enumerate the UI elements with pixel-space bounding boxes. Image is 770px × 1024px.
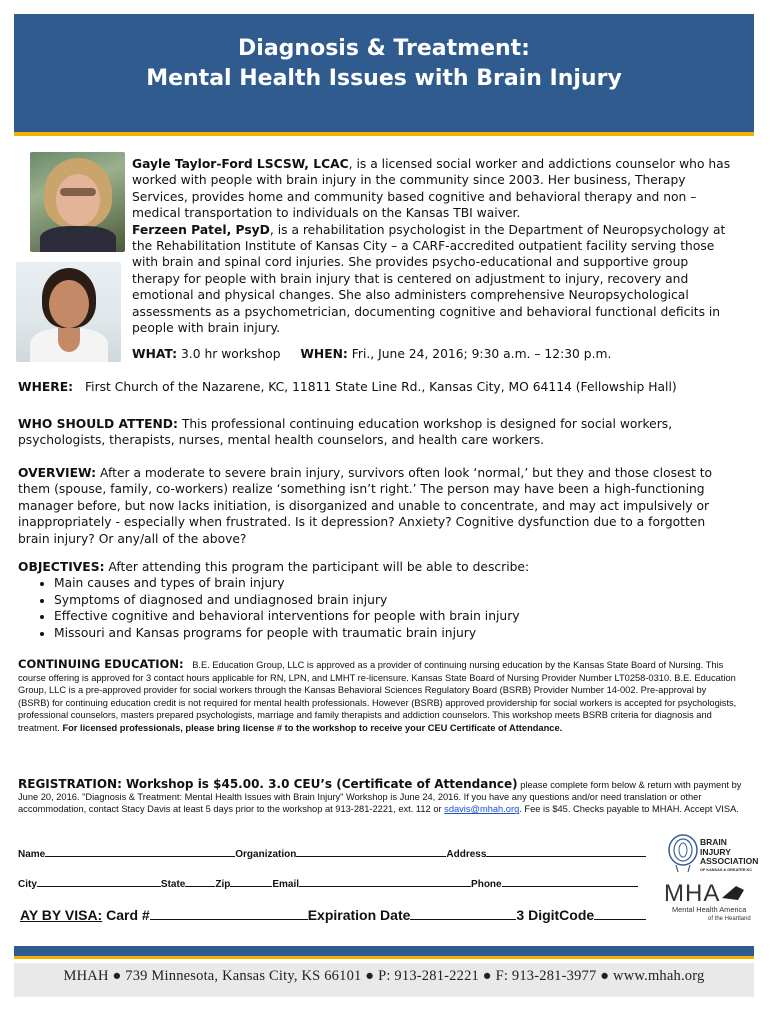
- bell-icon: [718, 882, 748, 904]
- objective-item: • Main causes and types of brain injury: [54, 575, 740, 591]
- ce-bold-note: For licensed professionals, please bring license # to the workshop to receive your CEU Certificate of Attendance.: [62, 722, 563, 733]
- title-line-1: Diagnosis & Treatment:: [238, 36, 530, 61]
- title-line-2: Mental Health Issues with Brain Injury: [146, 66, 622, 91]
- footer-contact: MHAH ● 739 Minnesota, Kansas City, KS 66101 ● P: 913-281-2221 ● F: 913-281-3977 ● www.mhah.org: [14, 963, 754, 997]
- continuing-education: [18, 658, 738, 735]
- ce-label: CONTINUING EDUCATION:: [18, 657, 184, 671]
- city-label: City: [18, 879, 37, 890]
- state-label: State: [160, 879, 186, 890]
- visa-row: [20, 905, 646, 923]
- presenter-1-bio: , is a licensed social worker and addictions counselor who has worked with people with brain injury in the community since 2003. Her business, Therapy Services, provides home and community based cognitive and behavioral therapy and non – medical transportation to individuals on the Kansas TBI waiver.: [132, 157, 731, 221]
- form-row-1: [18, 846, 646, 860]
- where-label: WHERE:: [18, 380, 74, 394]
- state-field[interactable]: [185, 876, 215, 887]
- presenter-2-name: Ferzeen Patel, PsyD: [132, 222, 270, 237]
- presenter-photo-ferzeen: [16, 262, 121, 362]
- registration: [18, 778, 748, 816]
- zip-field[interactable]: [230, 876, 272, 887]
- name-label: Name: [18, 849, 46, 860]
- presenter-2-bio: , is a rehabilitation psychologist in the Department of Neuropsychology at the Rehabilitation Institute of Kansas City – a CARF-accredited outpatient facility serving those with brain and spinal cord injuries. She provides psycho-educational and supportive group therapy for people with brain injury that is centered on adjustment to injury, recovery and emotional and physical changes. She also administers comprehensive Neuropsychological assessments as a psychometrician, documenting cognitive and behavioral functional deficits in people with brain injury.: [132, 222, 726, 336]
- where-value: First Church of the Nazarene, KC, 11811 State Line Rd., Kansas City, MO 64114 (Fellowship Hall): [84, 380, 677, 394]
- brain-icon: [666, 832, 700, 872]
- mha-line-2: of the Heartland: [708, 915, 751, 922]
- email-label: Email: [272, 879, 300, 890]
- footer-bar: [14, 946, 754, 959]
- digit-code-label: 3 DigitCode: [516, 907, 595, 923]
- contact-email-link[interactable]: sdavis@mhah.org: [444, 804, 520, 815]
- objectives: [18, 559, 740, 641]
- objectives-list: [18, 575, 740, 641]
- attend-text: This professional continuing education workshop is designed for social workers, psychologists, therapists, nurses, mental health counselors, and health care workers.: [18, 417, 673, 448]
- attend-label: WHO SHOULD ATTEND:: [18, 417, 178, 431]
- what-value: 3.0 hr workshop: [180, 347, 281, 361]
- what-label: WHAT:: [132, 347, 178, 361]
- overview-label: OVERVIEW:: [18, 466, 97, 480]
- organization-label: Organization: [235, 849, 297, 860]
- bia-line-2: ASSOCIATION: [700, 856, 759, 866]
- when-value: Fri., June 24, 2016; 9:30 a.m. – 12:30 p.m.: [351, 347, 612, 361]
- what-when-line: [132, 346, 732, 362]
- registration-text-a: please complete form below & return with payment by June 20, 2016. "Diagnosis & Treatment: Mental Health Issues with Brain Injury" Workshop is June 24, 2016. If you have any questions and/or need translation or other accommodation, contact Stacy Davis at least 5 days prior to the workshop at 913-281-2221, ext. 112 or: [18, 780, 742, 815]
- phone-label: Phone: [471, 879, 502, 890]
- organization-field[interactable]: [296, 846, 446, 857]
- when-label: WHEN:: [300, 347, 348, 361]
- email-field[interactable]: [299, 876, 471, 887]
- registration-text-b: . Fee is $45. Checks payable to MHAH. Accept VISA.: [519, 804, 739, 815]
- city-field[interactable]: [37, 876, 161, 887]
- form-row-2: [18, 876, 638, 890]
- mha-mark: MHA: [664, 880, 721, 907]
- objectives-intro: After attending this program the participant will be able to describe:: [108, 560, 530, 574]
- mha-line-1: Mental Health America: [672, 905, 747, 914]
- phone-field[interactable]: [502, 876, 638, 887]
- objectives-label: OBJECTIVES:: [18, 560, 105, 574]
- objective-item: • Symptoms of diagnosed and undiagnosed brain injury: [54, 592, 740, 608]
- presenter-1-name: Gayle Taylor-Ford LSCSW, LCAC: [132, 157, 349, 171]
- registration-label: REGISTRATION: Workshop is $45.00. 3.0 CEU’s (Certificate of Attendance): [18, 777, 518, 791]
- expiration-label: Expiration Date: [307, 907, 411, 923]
- address-label: Address: [446, 849, 487, 860]
- bia-line-3: OF KANSAS & GREATER KC: [700, 867, 753, 872]
- brain-injury-association-logo: [660, 832, 759, 872]
- where-line: [18, 379, 748, 395]
- card-label: Card #: [102, 907, 150, 923]
- presenter-bios: [132, 156, 732, 336]
- who-should-attend: [18, 416, 740, 449]
- overview-text: After a moderate to severe brain injury, survivors often look ‘normal,’ but they and those closest to them (spouse, family, co-workers) realize ‘something isn’t right.’ The person may have been a high-functioning manager before, but now lacks initiation, is disorganized and unable to concentrate, and may act impulsively or inappropriately - especially when frustrated. Is it depression? Anxiety? Cognitive dysfunction due to a forgotten brain injury? Or any/all of the above?: [18, 466, 713, 546]
- bia-line-1: BRAIN INJURY: [700, 837, 731, 857]
- ce-text: B.E. Education Group, LLC is approved as a provider of continuing nursing education by the Kansas State Board of Nursing. This course offering is approved for 3 contact hours applicable for RN, LPN, and LMHT re-licensure. Kansas State Board of Nursing Provider Number LT0258-0310. B.E. Education Group, LLC is a pre-approved provider for social workers through the Kansas Behavioral Sciences Regulatory Board (BSRB) Provider Number 14-002. Pre-approval by (BSRB) for continuing education credit is not required for mental health professionals. However (BSRB) approved providership for social workers is accepted for psychologists, professional counselors, masters prepared psychologists, marriage and family therapists and addiction counselors. This workshop meets BSRB criteria for diagnosis and treatment.: [18, 660, 737, 733]
- expiration-field[interactable]: [410, 905, 516, 920]
- digit-code-field[interactable]: [594, 905, 646, 920]
- address-field[interactable]: [486, 846, 646, 857]
- mental-health-america-logo: [660, 880, 755, 922]
- presenter-photo-gayle: [30, 152, 125, 252]
- objective-item: • Effective cognitive and behavioral interventions for people with brain injury: [54, 608, 740, 624]
- objective-item: • Missouri and Kansas programs for people with traumatic brain injury: [54, 625, 740, 641]
- visa-label: AY BY VISA:: [20, 907, 103, 923]
- overview: [18, 465, 740, 547]
- title-banner: [14, 14, 754, 136]
- card-number-field[interactable]: [150, 905, 308, 920]
- zip-label: Zip: [215, 879, 231, 890]
- name-field[interactable]: [45, 846, 235, 857]
